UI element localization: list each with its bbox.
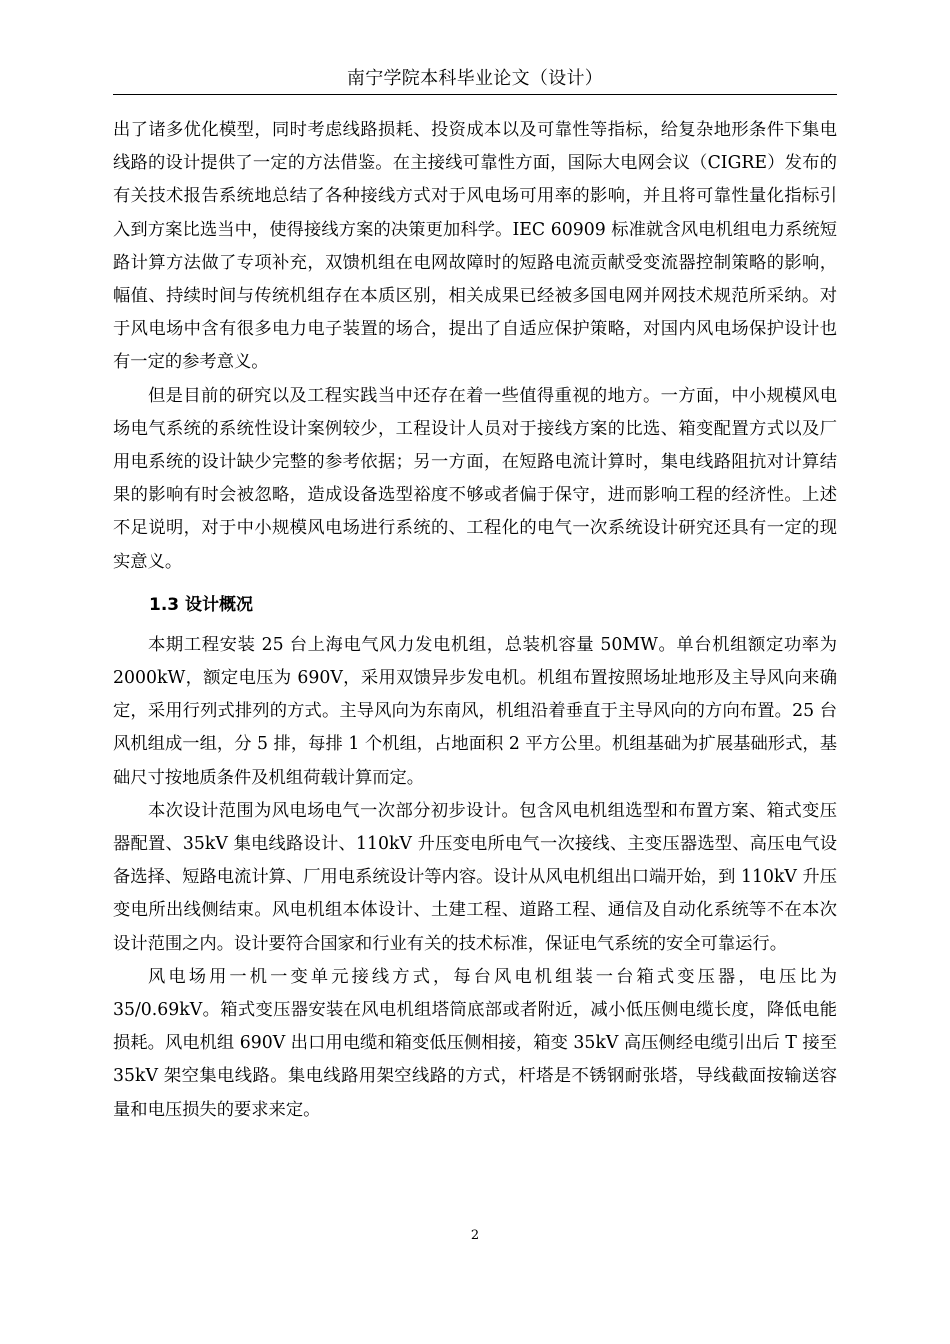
page-number: 2 [470, 1228, 480, 1243]
paragraph-continued: 出了诸多优化模型，同时考虑线路损耗、投资成本以及可靠性等指标，给复杂地形条件下集电线路的设计提供了一定的方法借鉴。在主接线可靠性方面，国际大电网会议（CIGRE）发布的有关技术报告系统地总结了各种接线方式对于风电场可用率的影响，并且将可靠性量化指标引入到方案比选当中，使得接线方案的决策更加科学。IEC 60909 标准就含风电机组电力系统短路计算方法做了专项补充，双馈机组在电网故障时的短路电流贡献受变流器控制策略的影响，幅值、持续时间与传统机组存在本质区别，相关成果已经被多国电网并网技术规范所采纳。对于风电场中含有很多电力电子装置的场合，提出了自适应保护策略，对国内风电场保护设计也有一定的参考意义。 [113, 120, 837, 373]
section-heading-1-3: 1.3 设计概况 [149, 594, 254, 615]
page-header-title: 南宁学院本科毕业论文（设计） [346, 68, 604, 89]
header-divider [113, 94, 837, 95]
document-body [113, 114, 837, 1127]
paragraph-research-gaps: 但是目前的研究以及工程实践当中还存在着一些值得重视的地方。一方面，中小规模风电场电气系统的系统性设计案例较少，工程设计人员对于接线方案的比选、箱变配置方式以及厂用电系统的设计缺少完整的参考依据；另一方面，在短路电流计算时，集电线路阻抗对计算结果的影响有时会被忽略，造成设备选型裕度不够或者偏于保守，进而影响工程的经济性。上述不足说明，对于中小规模风电场进行系统的、工程化的电气一次系统设计研究还具有一定的现实意义。 [113, 385, 837, 572]
paragraph-project-overview: 本期工程安装 25 台上海电气风力发电机组，总装机容量 50MW。单台机组额定功率为 2000kW，额定电压为 690V，采用双馈异步发电机。机组布置按照场址地形及主导风向来确定，采用行列式排列的方式。主导风向为东南风，机组沿着垂直于主导风向的方向布置。25 台风机组成一组，分 5 排，每排 1 个机组，占地面积 2 平方公里。机组基础为扩展基础形式，基础尺寸按地质条件及机组荷载计算而定。 [113, 634, 837, 788]
paragraph-design-scope: 本次设计范围为风电场电气一次部分初步设计。包含风电机组选型和布置方案、箱式变压器配置、35kV 集电线路设计、110kV 升压变电所电气一次接线、主变压器选型、高压电气设备选择、短路电流计算、厂用电系统设计等内容。设计从风电机组出口端开始，到 110kV 升压变电所出线侧结束。风电机组本体设计、土建工程、道路工程、通信及自动化系统等不在本次设计范围之内。设计要符合国家和行业有关的技术标准，保证电气系统的安全可靠运行。 [113, 800, 837, 954]
paragraph-wiring-scheme: 风电场用一机一变单元接线方式，每台风电机组装一台箱式变压器，电压比为 35/0.69kV。箱式变压器安装在风电机组塔筒底部或者附近，减小低压侧电缆长度，降低电能损耗。风电机组 690V 出口用电缆和箱变低压侧相接，箱变 35kV 高压侧经电缆引出后 T 接至 35kV 架空集电线路。集电线路用架空线路的方式，杆塔是不锈钢耐张塔，导线截面按输送容量和电压损失的要求来定。 [113, 966, 837, 1120]
